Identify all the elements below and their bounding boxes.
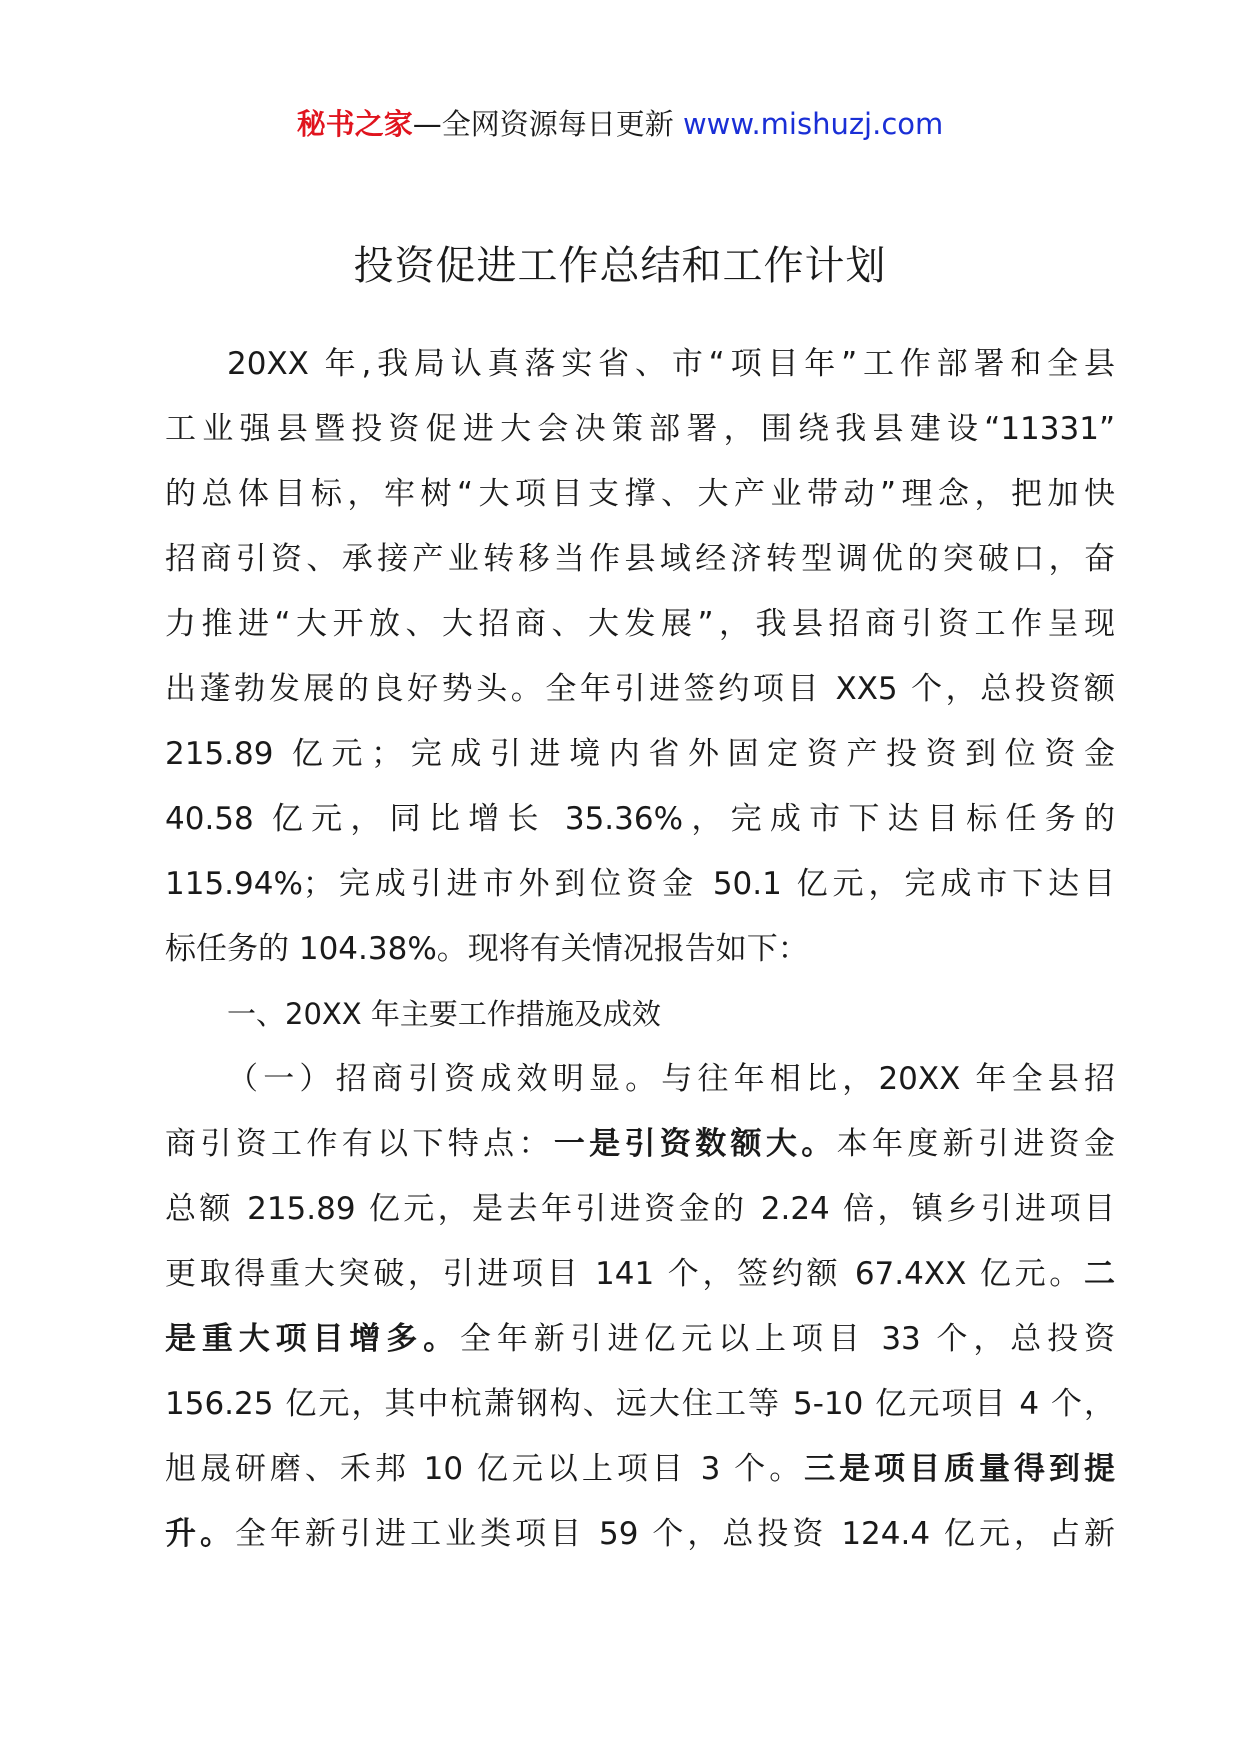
paragraph-line: （一）招商引资成效明显。与往年相比，20XX 年全县招	[227, 1061, 1115, 1097]
section-heading: 一、20XX 年主要工作措施及成效	[227, 997, 661, 1031]
paragraph-line: 总额 215.89 亿元，是去年引进资金的 2.24 倍，镇乡引进项目	[165, 1191, 1115, 1227]
highlight-point-two-start: 二	[1084, 1256, 1115, 1292]
document-title: 投资促进工作总结和工作计划	[353, 243, 887, 289]
paragraph-line: 工业强县暨投资促进大会决策部署，围绕我县建设“11331”	[165, 411, 1115, 447]
paragraph-line	[165, 1112, 1115, 1177]
paragraph-line	[165, 1437, 1115, 1502]
paragraph-line	[165, 1502, 1115, 1567]
paragraph-line: 力推进“大开放、大招商、大发展”，我县招商引资工作呈现	[165, 606, 1115, 642]
highlight-point-three: 三是项目质量得到提	[804, 1451, 1115, 1487]
highlight-point-three-end: 升。	[165, 1516, 236, 1552]
paragraph-line: 20XX 年,我局认真落实省、市“项目年”工作部署和全县	[227, 346, 1115, 382]
site-header	[0, 104, 1240, 144]
paragraph-text: 本年度新引进资金	[836, 1126, 1116, 1162]
document-body	[165, 332, 1115, 1567]
paragraph-line: 115.94%；完成引进市外到位资金 50.1 亿元，完成市下达目	[165, 866, 1115, 902]
paragraph-text: 全年新引进工业类项目 59 个，总投资 124.4 亿元，占新	[235, 1516, 1115, 1552]
highlight-point-one: 一是引资数额大。	[553, 1126, 837, 1162]
paragraph-line	[165, 1242, 1115, 1307]
site-brand: 秘书之家	[296, 107, 413, 141]
site-tagline: —全网资源每日更新	[412, 107, 674, 141]
paragraph-text: 全年新引进亿元以上项目 33 个，总投资	[460, 1321, 1116, 1357]
paragraph-line: 40.58 亿元，同比增长 35.36%，完成市下达目标任务的	[165, 801, 1115, 837]
highlight-point-two: 是重大项目增多。	[165, 1321, 460, 1357]
paragraph-line	[165, 1307, 1115, 1372]
paragraph-text: 更取得重大突破，引进项目 141 个，签约额 67.4XX 亿元。	[165, 1256, 1084, 1292]
paragraph-line: 156.25 亿元，其中杭萧钢构、远大住工等 5-10 亿元项目 4 个，	[165, 1386, 1115, 1422]
paragraph-line: 招商引资、承接产业转移当作县域经济转型调优的突破口，奋	[165, 541, 1115, 577]
paragraph-text: 旭晟研磨、禾邦 10 亿元以上项目 3 个。	[165, 1451, 805, 1487]
paragraph-text: 商引资工作有以下特点：	[165, 1126, 554, 1162]
paragraph-line: 215.89 亿元；完成引进境内省外固定资产投资到位资金	[165, 736, 1115, 772]
paragraph-line: 出蓬勃发展的良好势头。全年引进签约项目 XX5 个，总投资额	[165, 671, 1115, 707]
paragraph-line: 标任务的 104.38%。现将有关情况报告如下：	[165, 931, 809, 967]
paragraph-line: 的总体目标，牢树“大项目支撑、大产业带动”理念，把加快	[165, 476, 1115, 512]
site-url-link[interactable]: www.mishuzj.com	[682, 107, 944, 141]
